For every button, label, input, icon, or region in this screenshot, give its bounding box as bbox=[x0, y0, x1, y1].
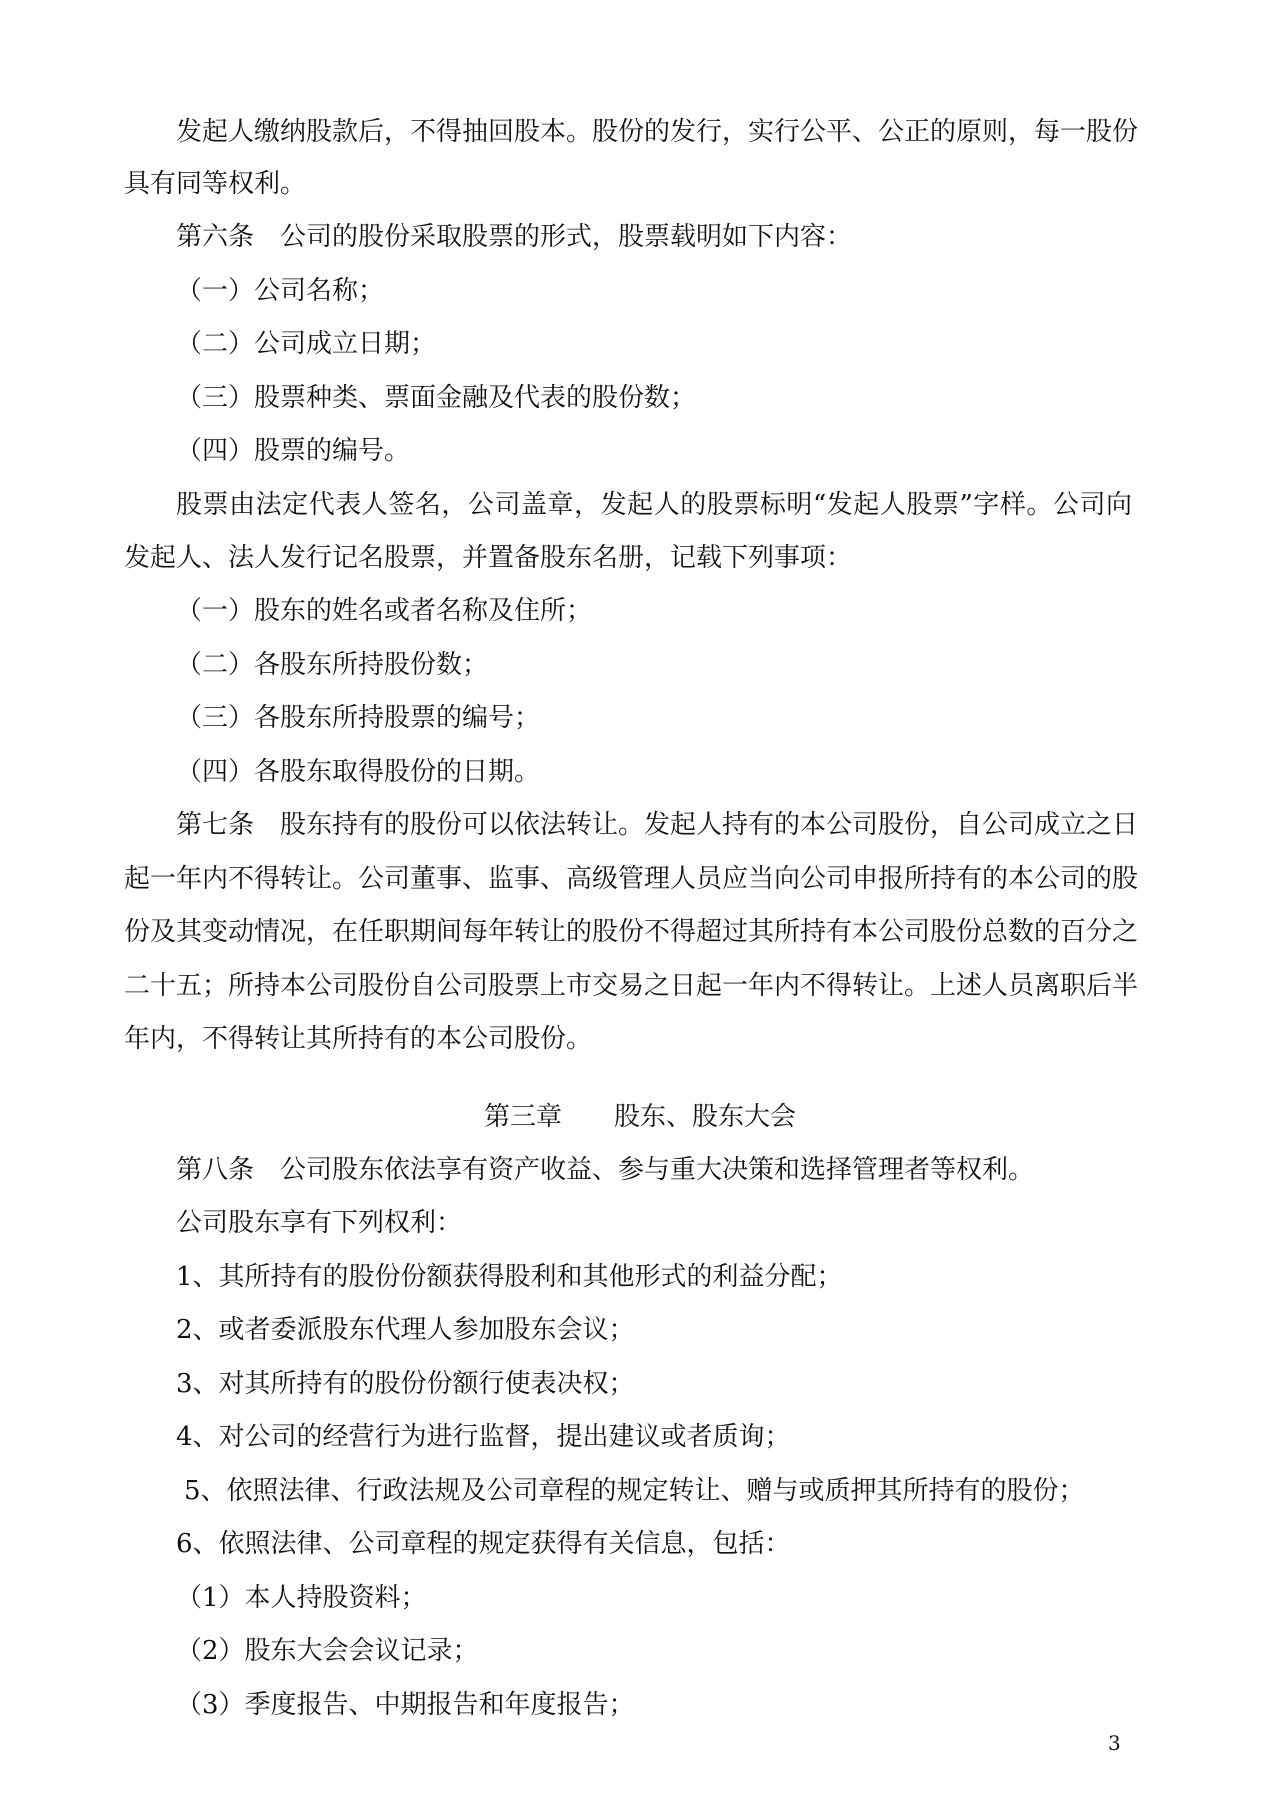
article-heading-line: 第八条 公司股东依法享有资产收益、参与重大决策和选择管理者等权利。 bbox=[176, 1155, 1035, 1185]
paragraph-line: 份及其变动情况，在任职期间每年转让的股份不得超过其所持有本公司股份总数的百分之 bbox=[124, 917, 1139, 947]
list-item: （三）各股东所持股票的编号； bbox=[176, 703, 541, 733]
paragraph-line: 发起人缴纳股款后，不得抽回股本。股份的发行，实行公平、公正的原则，每一股份 bbox=[176, 117, 1139, 147]
list-item: 4、对公司的经营行为进行监督，提出建议或者质询； bbox=[176, 1422, 791, 1452]
paragraph-line: 二十五；所持本公司股份自公司股票上市交易之日起一年内不得转让。上述人员离职后半 bbox=[124, 971, 1139, 1001]
paragraph-line: 公司股东享有下列权利： bbox=[176, 1208, 463, 1238]
list-item: 3、对其所持有的股份份额行使表决权； bbox=[176, 1369, 635, 1399]
list-item: （二）公司成立日期； bbox=[176, 329, 437, 359]
paragraph-line: 年内，不得转让其所持有的本公司股份。 bbox=[124, 1024, 593, 1054]
list-item: （四）股票的编号。 bbox=[176, 436, 411, 466]
paragraph-line: 起一年内不得转让。公司董事、监事、高级管理人员应当向公司申报所持有的本公司的股 bbox=[124, 864, 1139, 894]
paragraph-line: 第七条 股东持有的股份可以依法转让。发起人持有的本公司股份，自公司成立之日 bbox=[176, 810, 1139, 840]
list-item: （3）季度报告、中期报告和年度报告； bbox=[176, 1690, 635, 1720]
list-item: （四）各股东取得股份的日期。 bbox=[176, 757, 541, 787]
paragraph-line: 股票由法定代表人签名，公司盖章，发起人的股票标明“发起人股票”字样。公司向 bbox=[176, 490, 1132, 520]
page-number: 3 bbox=[1108, 1731, 1121, 1755]
chapter-heading: 第三章 股东、股东大会 bbox=[483, 1102, 796, 1132]
list-item: 2、或者委派股东代理人参加股东会议； bbox=[176, 1315, 635, 1345]
list-item: （1）本人持股资料； bbox=[176, 1583, 427, 1613]
list-item: （一）股东的姓名或者名称及住所； bbox=[176, 596, 593, 626]
list-item: 6、依照法律、公司章程的规定获得有关信息，包括： bbox=[176, 1529, 791, 1559]
paragraph-line: 发起人、法人发行记名股票，并置备股东名册，记载下列事项： bbox=[124, 543, 853, 573]
list-item: （三）股票种类、票面金融及代表的股份数； bbox=[176, 383, 697, 413]
list-item: （2）股东大会会议记录； bbox=[176, 1636, 479, 1666]
article-heading-line: 第六条 公司的股份采取股票的形式，股票载明如下内容： bbox=[176, 222, 853, 252]
list-item: （一）公司名称； bbox=[176, 276, 385, 306]
list-item: （二）各股东所持股份数； bbox=[176, 650, 489, 680]
list-item: 5、依照法律、行政法规及公司章程的规定转让、赠与或质押其所持有的股份； bbox=[184, 1476, 1085, 1506]
list-item: 1、其所持有的股份份额获得股利和其他形式的利益分配； bbox=[176, 1262, 843, 1292]
paragraph-line: 具有同等权利。 bbox=[124, 169, 307, 199]
